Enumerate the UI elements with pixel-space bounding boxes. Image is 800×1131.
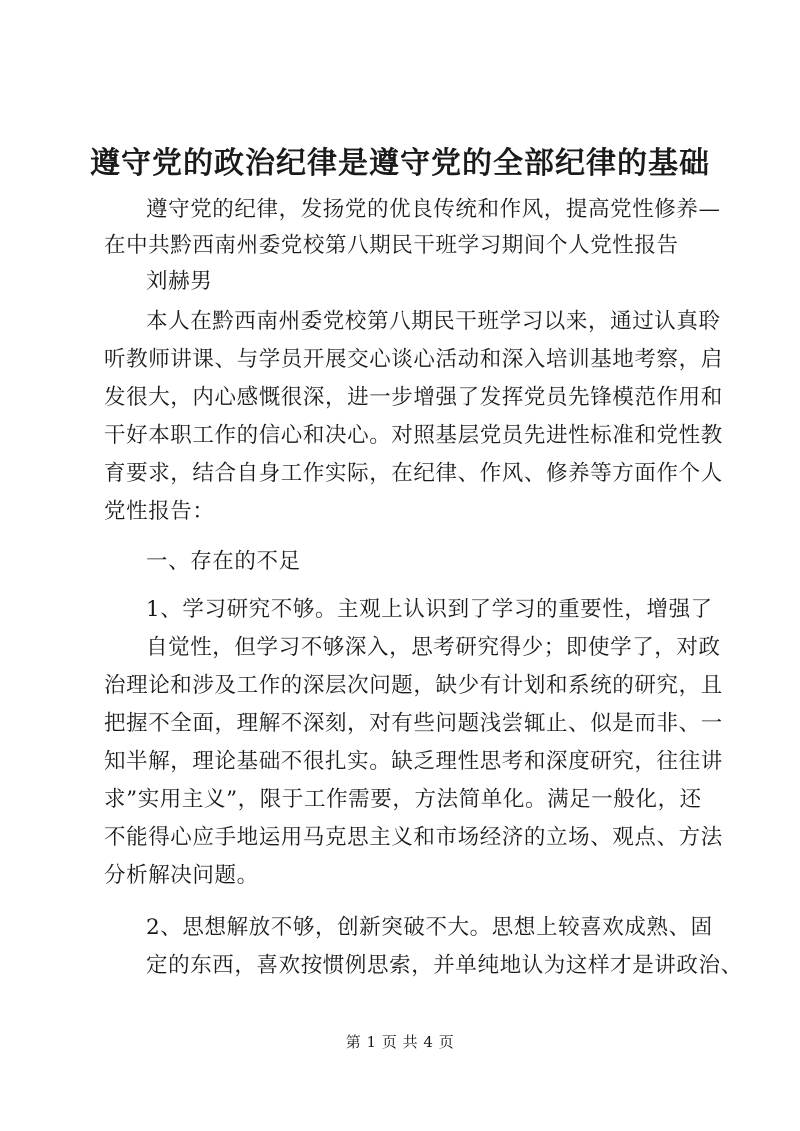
paragraph-line: 2、思想解放不够，创新突破不大。思想上较喜欢成熟、固: [146, 915, 713, 940]
subtitle-line-1: 遵守党的纪律，发扬党的优良传统和作风，提高党性修养—: [146, 197, 721, 222]
paragraph-line: 发很大，内心感慨很深，进一步增强了发挥党员先锋模范作用和: [104, 385, 723, 410]
paragraph-line: 干好本职工作的信心和决心。对照基层党员先进性标准和党性教: [104, 423, 723, 448]
paragraph-line: 不能得心应手地运用马克思主义和市场经济的立场、观点、方法: [104, 825, 723, 850]
document-title: 遵守党的政治纪律是遵守党的全部纪律的基础: [90, 146, 710, 181]
paragraph-line: 本人在黔西南州委党校第八期民干班学习以来，通过认真聆: [146, 309, 721, 334]
paragraph-line: 知半解，理论基础不很扎实。缺乏理性思考和深度研究，往往讲: [104, 749, 723, 774]
paragraph-line: 把握不全面，理解不深刻，对有些问题浅尝辄止、似是而非、一: [104, 711, 723, 736]
section-heading: 一、存在的不足: [146, 549, 301, 574]
paragraph-line: 定的东西，喜欢按惯例思索，并单纯地认为这样才是讲政治、: [146, 953, 743, 978]
author-name: 刘赫男: [146, 269, 213, 294]
paragraph-line: 求”实用主义”，限于工作需要，方法简单化。满足一般化，还: [104, 787, 702, 812]
paragraph-line: 分析解决问题。: [104, 863, 259, 888]
paragraph-line: 1、学习研究不够。主观上认识到了学习的重要性，增强了: [146, 597, 713, 622]
paragraph-line: 自觉性，但学习不够深入，思考研究得少；即使学了，对政: [146, 635, 721, 660]
paragraph-line: 治理论和涉及工作的深层次问题，缺少有计划和系统的研究，且: [104, 673, 723, 698]
paragraph-line: 党性报告：: [104, 499, 215, 524]
subtitle-line-2: 在中共黔西南州委党校第八期民干班学习期间个人党性报告: [104, 233, 679, 258]
paragraph-line: 育要求，结合自身工作实际，在纪律、作风、修养等方面作个人: [104, 461, 723, 486]
page-number-footer: 第 1 页 共 4 页: [345, 1033, 455, 1051]
paragraph-line: 听教师讲课、与学员开展交心谈心活动和深入培训基地考察，启: [104, 347, 723, 372]
